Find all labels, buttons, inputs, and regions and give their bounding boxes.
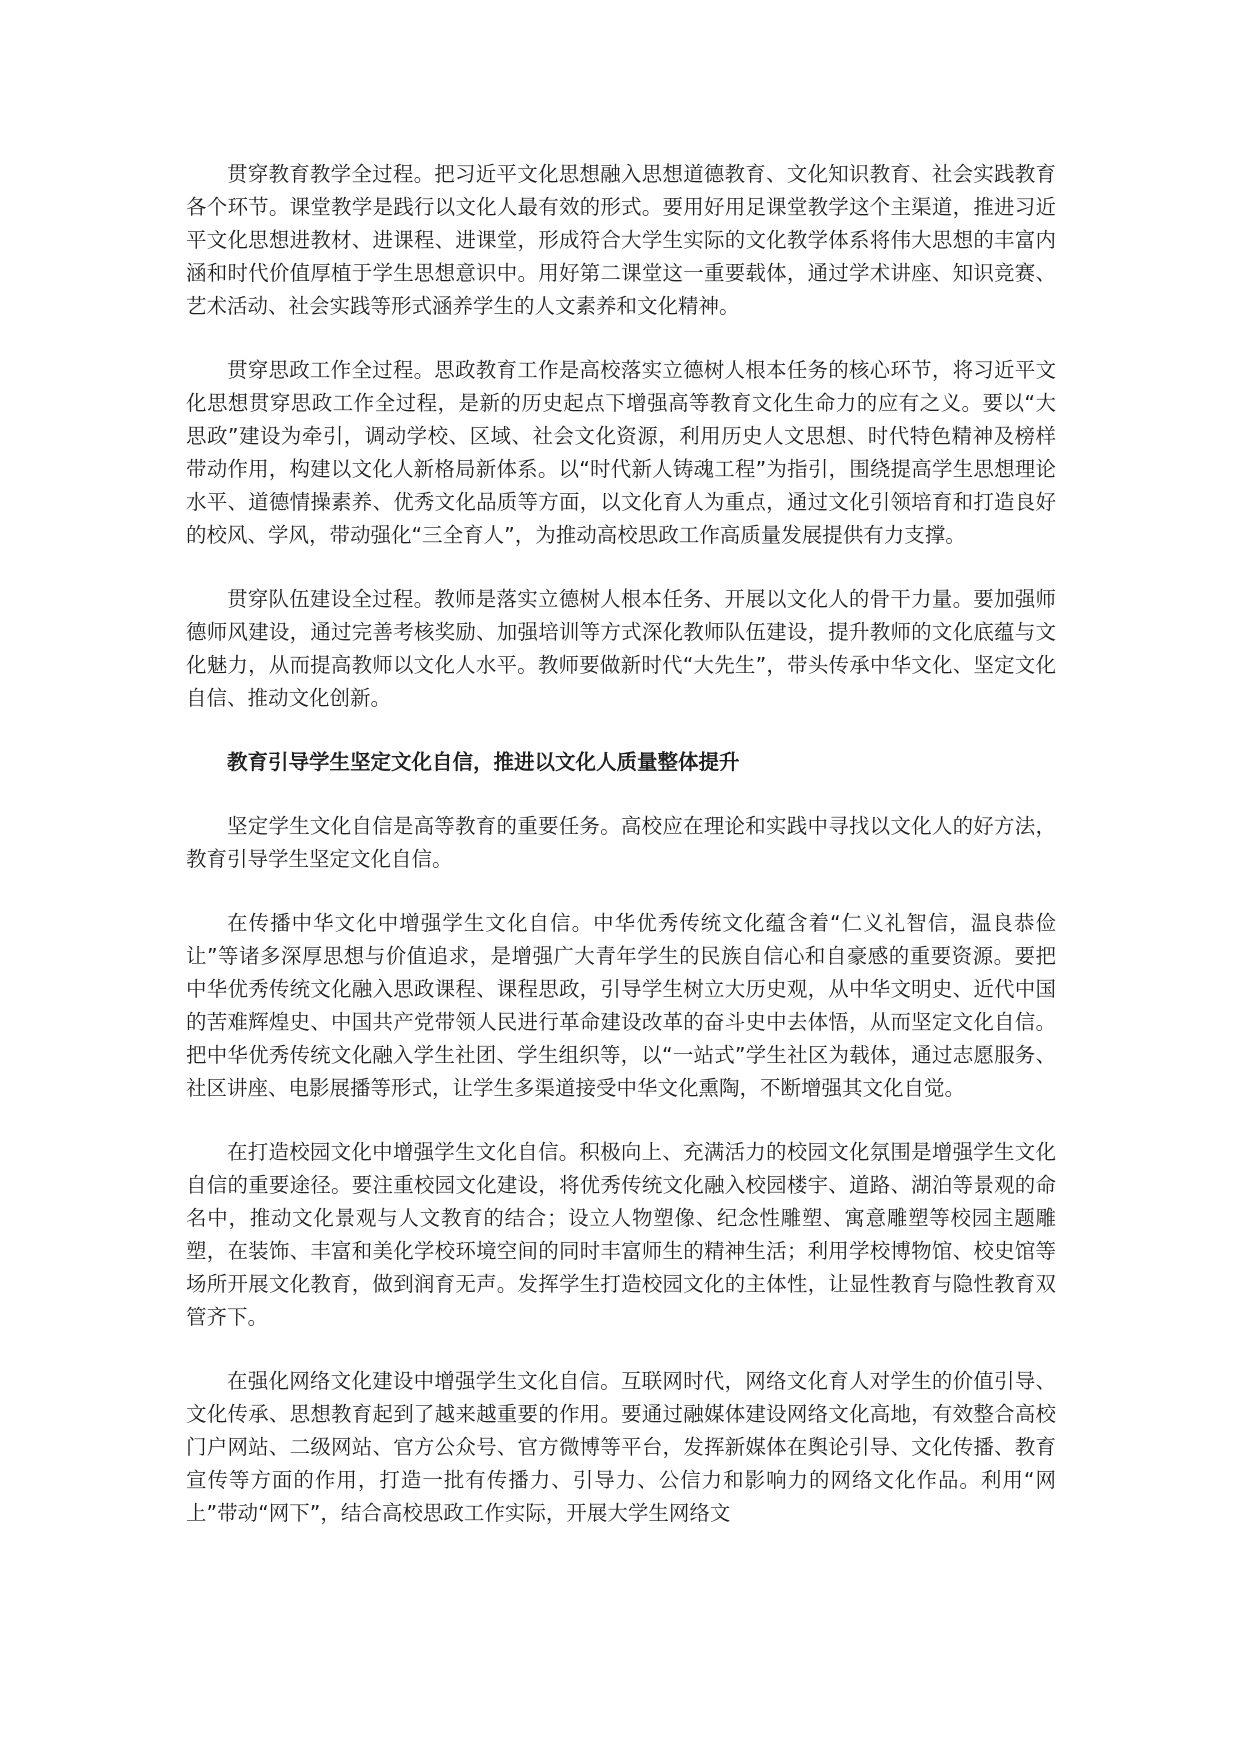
paragraph-network-culture: 在强化网络文化建设中增强学生文化自信。互联网时代，网络文化育人对学生的价值引导、文化传承、思想教育起到了越来越重要的作用。要通过融媒体建设网络文化高地，有效整合高校门户网站、二级网站、官方公众号、官方微博等平台，发挥新媒体在舆论引导、文化传播、教育宣传等方面的作用，打造一批有传播力、引导力、公信力和影响力的网络文化作品。利用“网上”带动“网下”，结合高校思政工作实际，开展大学生网络文 xyxy=(186,1369,1056,1525)
paragraph-campus-culture: 在打造校园文化中增强学生文化自信。积极向上、充满活力的校园文化氛围是增强学生文化自信的重要途径。要注重校园文化建设，将优秀传统文化融入校园楼宇、道路、湖泊等景观的命名中，推动文化景观与人文教育的结合；设立人物塑像、纪念性雕塑、寓意雕塑等校园主题雕塑，在装饰、丰富和美化学校环境空间的同时丰富师生的精神生活；利用学校博物馆、校史馆等场所开展文化教育，做到润育无声。发挥学生打造校园文化的主体性，让显性教育与隐性教育双管齐下。 xyxy=(186,1140,1056,1329)
document-page xyxy=(186,158,1056,1561)
section-heading: 教育引导学生坚定文化自信，推进以文化人质量整体提升 xyxy=(227,750,740,774)
paragraph-ideological-work: 贯穿思政工作全过程。思政教育工作是高校落实立德树人根本任务的核心环节，将习近平文化思想贯穿思政工作全过程，是新的历史起点下增强高等教育文化生命力的应有之义。要以“大思政”建设为牵引，调动学校、区域、社会文化资源，利用历史人文思想、时代特色精神及榜样带动作用，构建以文化人新格局新体系。以“时代新人铸魂工程”为指引，围绕提高学生思想理论水平、道德情操素养、优秀文化品质等方面，以文化育人为重点，通过文化引领培育和打造良好的校风、学风，带动强化“三全育人”，为推动高校思政工作高质量发展提供有力支撑。 xyxy=(186,358,1056,547)
paragraph-teaching-process: 贯穿教育教学全过程。把习近平文化思想融入思想道德教育、文化知识教育、社会实践教育各个环节。课堂教学是践行以文化人最有效的形式。要用好用足课堂教学这个主渠道，推进习近平文化思想进教材、进课程、进课堂，形成符合大学生实际的文化教学体系将伟大思想的丰富内涵和时代价值厚植于学生思想意识中。用好第二课堂这一重要载体，通过学术讲座、知识竞赛、艺术活动、社会实践等形式涵养学生的人文素养和文化精神。 xyxy=(186,162,1056,318)
paragraph-chinese-culture: 在传播中华文化中增强学生文化自信。中华优秀传统文化蕴含着“仁义礼智信，温良恭俭让”等诸多深厚思想与价值追求，是增强广大青年学生的民族自信心和自豪感的重要资源。要把中华优秀传统文化融入思政课程、课程思政，引导学生树立大历史观，从中华文明史、近代中国的苦难辉煌史、中国共产党带领人民进行革命建设改革的奋斗史中去体悟，从而坚定文化自信。把中华优秀传统文化融入学生社团、学生组织等，以“一站式”学生社区为载体，通过志愿服务、社区讲座、电影展播等形式，让学生多渠道接受中华文化熏陶，不断增强其文化自觉。 xyxy=(186,911,1056,1100)
paragraph-team-building: 贯穿队伍建设全过程。教师是落实立德树人根本任务、开展以文化人的骨干力量。要加强师德师风建设，通过完善考核奖励、加强培训等方式深化教师队伍建设，提升教师的文化底蕴与文化魅力，从而提高教师以文化人水平。教师要做新时代“大先生”，带头传承中华文化、坚定文化自信、推动文化创新。 xyxy=(186,587,1056,710)
paragraph-cultural-confidence-intro: 坚定学生文化自信是高等教育的重要任务。高校应在理论和实践中寻找以文化人的好方法，教育引导学生坚定文化自信。 xyxy=(186,814,1056,871)
